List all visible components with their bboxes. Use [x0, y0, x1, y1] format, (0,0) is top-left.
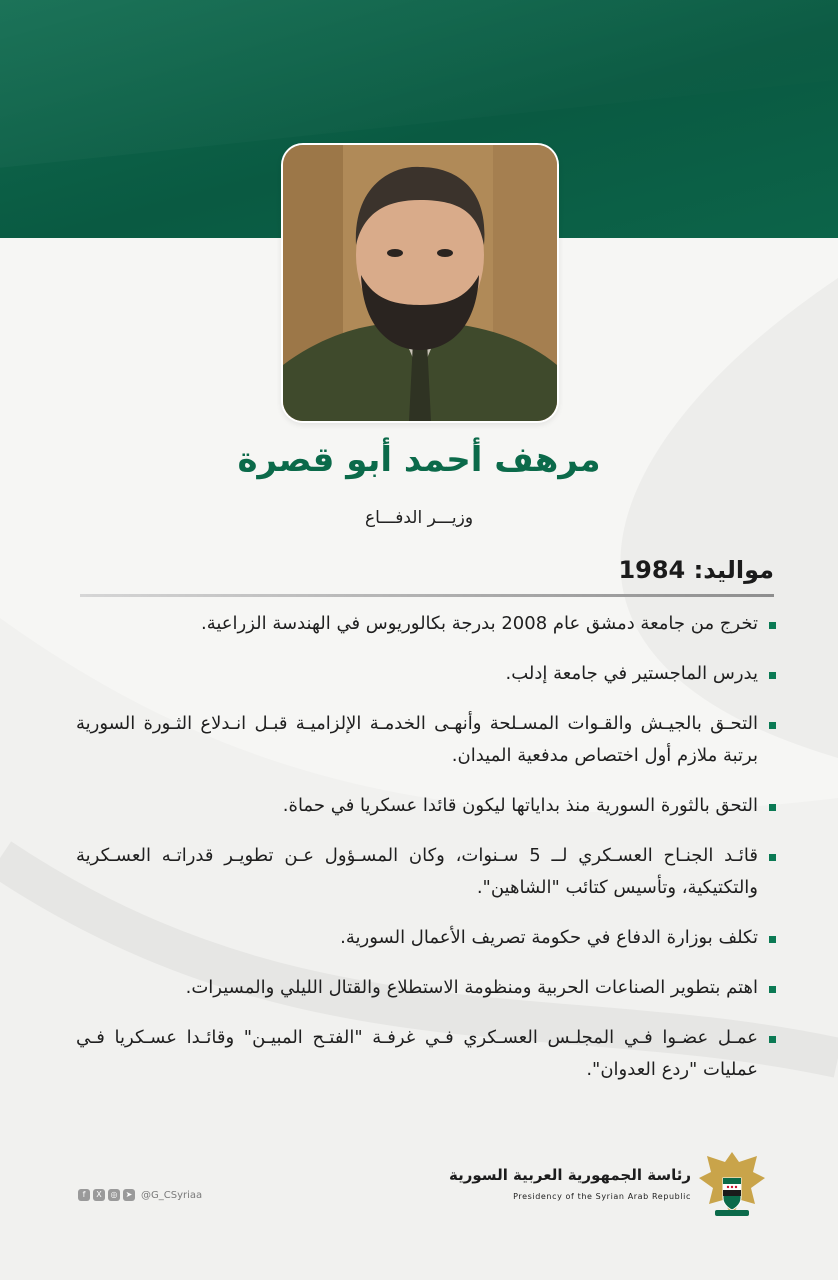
birth-year: مواليد: 1984	[618, 556, 774, 584]
presidency-title-ar: رئاسة الجمهورية العربية السورية	[449, 1166, 691, 1184]
facebook-icon[interactable]: f	[78, 1189, 90, 1201]
bio-item: تكلف بوزارة الدفاع في حكومة تصريف الأعمال السورية.	[76, 922, 776, 954]
social-links	[78, 1189, 202, 1201]
eagle-emblem-icon	[697, 1148, 767, 1220]
bio-item: التحق بالثورة السورية منذ بداياتها ليكون قائدا عسكريا في حماة.	[76, 790, 776, 822]
bio-item: التحـق بالجيـش والقـوات المسـلحة وأنهـى الخدمـة الإلزاميـة قبـل انـدلاع الثـورة السورية برتبة ملازم أول اختصاص مدفعية الميدان.	[76, 708, 776, 772]
social-handle[interactable]: @G_CSyriaa	[141, 1189, 203, 1201]
presidency-title-en: Presidency of the Syrian Arab Republic	[513, 1192, 691, 1201]
bio-item: عمـل عضـوا فـي المجلـس العسـكري فـي غرفـة "الفتـح المبيـن" وقائـدا عسـكريا فـي عمليات "ردع العدوان".	[76, 1022, 776, 1086]
person-role: وزيـــر الدفـــاع	[364, 508, 474, 528]
portrait-photo	[283, 145, 557, 421]
instagram-icon[interactable]: ◎	[108, 1189, 120, 1201]
portrait-frame	[281, 143, 559, 423]
person-name: مرهف أحمد أبو قصرة	[237, 440, 601, 480]
bio-item: قائـد الجنـاح العسـكري لــ 5 سـنوات، وكان المسـؤول عـن تطويـر قدراتـه العسـكرية والتكتيكية، وتأسيس كتائب "الشاهين".	[76, 840, 776, 904]
bio-item: يدرس الماجستير في جامعة إدلب.	[76, 658, 776, 690]
telegram-icon[interactable]: ➤	[123, 1189, 135, 1201]
bio-item: تخرج من جامعة دمشق عام 2008 بدرجة بكالوريوس في الهندسة الزراعية.	[76, 608, 776, 640]
section-divider	[80, 594, 774, 597]
biography-list	[76, 608, 776, 1104]
x-icon[interactable]: X	[93, 1189, 105, 1201]
bio-item: اهتم بتطوير الصناعات الحربية ومنظومة الاستطلاع والقتال الليلي والمسيرات.	[76, 972, 776, 1004]
